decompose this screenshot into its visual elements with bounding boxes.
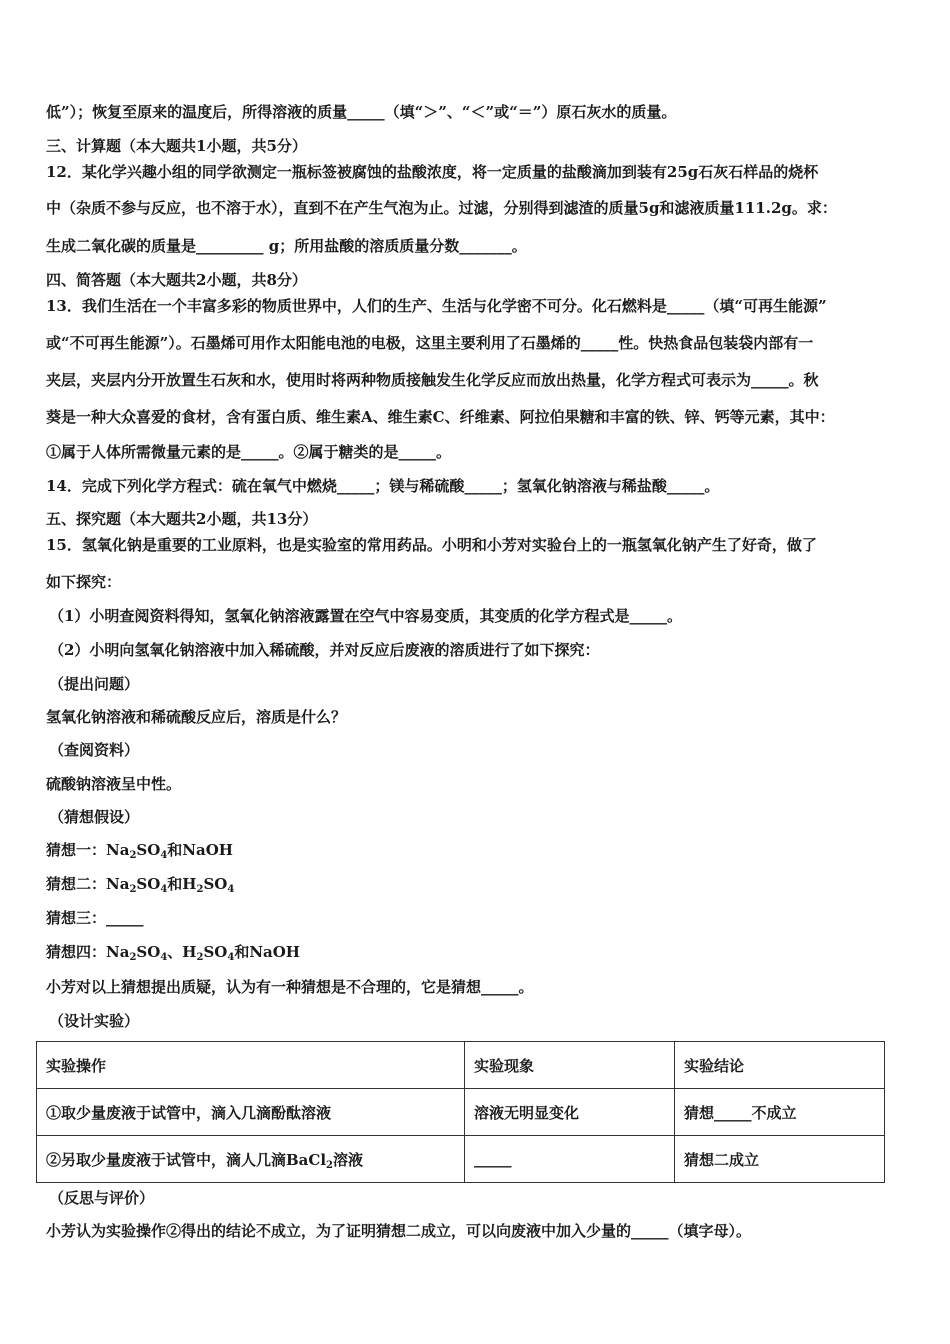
question-text: 氢氧化钠溶液和稀硫酸反应后，溶质是什么？ [46, 708, 347, 726]
row1-operation: ①取少量废液于试管中，滴入几滴酚酞溶液 [37, 1089, 465, 1136]
experiment-table [36, 1041, 885, 1183]
q15-line-1: 15．氢氧化钠是重要的工业原料，也是实验室的常用药品。小明和小芳对实验台上的一瓶氢氧化钠产生了好奇，做了 [46, 536, 817, 554]
reference-text: 硫酸钠溶液呈中性。 [46, 775, 182, 793]
q15-line-2: 如下探究： [46, 573, 122, 591]
header-operation: 实验操作 [37, 1042, 465, 1089]
q13-line-5: ①属于人体所需微量元素的是_____。②属于糖类的是_____。 [46, 443, 452, 461]
q12-line-2: 中（杂质不参与反应，也不溶于水），直到不在产生气泡为止。过滤，分别得到滤渣的质量5g和滤液质量111.2g。求： [46, 199, 837, 217]
row1-phenomenon: 溶液无明显变化 [465, 1089, 675, 1136]
section-5-heading: 五、探究题（本大题共2小题，共13分） [46, 510, 318, 528]
row2-conclusion: 猜想二成立 [675, 1136, 885, 1183]
q15-part-2: （2）小明向氢氧化钠溶液中加入稀硫酸，并对反应后废液的溶质进行了如下探究： [49, 641, 600, 659]
raise-question-heading: （提出问题） [49, 675, 140, 693]
table-row [37, 1089, 885, 1136]
section-3-heading: 三、计算题（本大题共1小题，共5分） [46, 137, 307, 155]
q12-line-1: 12．某化学兴趣小组的同学欲测定一瓶标签被腐蚀的盐酸浓度，将一定质量的盐酸滴加到装有25g石灰石样品的烧杯 [46, 163, 819, 181]
guess-4: 猜想四：$Na_2SO_4$、$H_2SO_4$和NaOH [46, 943, 300, 963]
q13-line-2: 或“不可再生能源”）。石墨烯可用作太阳能电池的电极，这里主要利用了石墨烯的_____性。快热食品包装袋内部有一 [46, 334, 814, 352]
q13-line-4: 葵是一种大众喜爱的食材，含有蛋白质、维生素A、维生素C、纤维素、阿拉伯果糖和丰富的铁、锌、钙等元素，其中： [46, 408, 835, 426]
hypothesis-heading: （猜想假设） [49, 808, 140, 826]
header-phenomenon: 实验现象 [465, 1042, 675, 1089]
q13-line-3: 夹层，夹层内分开放置生石灰和水，使用时将两种物质接触发生化学反应而放出热量，化学方程式可表示为_____。秋 [46, 371, 819, 389]
q11-tail-line: 低”）；恢复至原来的温度后，所得溶液的质量_____（填“＞”、“＜”或“＝”）原石灰水的质量。 [46, 103, 677, 121]
q13-line-1: 13．我们生活在一个丰富多彩的物质世界中，人们的生产、生活与化学密不可分。化石燃料是_____（填“可再生能源” [46, 297, 827, 315]
guess-1: 猜想一：$Na_2SO_4$和NaOH [46, 841, 233, 861]
guess-2: 猜想二：$Na_2SO_4$和$H_2SO_4$ [46, 875, 235, 895]
guess-3: 猜想三：_____ [46, 909, 144, 927]
row2-operation: ②另取少量废液于试管中，滴人几滴BaCl$_2$溶液 [37, 1136, 465, 1183]
doubt-line: 小芳对以上猜想提出质疑，认为有一种猜想是不合理的，它是猜想_____。 [46, 978, 534, 996]
header-conclusion: 实验结论 [675, 1042, 885, 1089]
table-header-row [37, 1042, 885, 1089]
q15-part-1: （1）小明查阅资料得知，氢氧化钠溶液露置在空气中容易变质，其变质的化学方程式是_____。 [49, 607, 682, 625]
reflection-line: 小芳认为实验操作②得出的结论不成立，为了证明猜想二成立，可以向废液中加入少量的_____（填字母）。 [46, 1222, 752, 1240]
design-heading: （设计实验） [49, 1012, 140, 1030]
reference-heading: （查阅资料） [49, 741, 140, 759]
reflection-heading: （反思与评价） [49, 1189, 155, 1207]
section-4-heading: 四、简答题（本大题共2小题，共8分） [46, 271, 307, 289]
table-row [37, 1136, 885, 1183]
row2-phenomenon: _____ [465, 1136, 675, 1183]
q12-line-3: 生成二氧化碳的质量是_________ g；所用盐酸的溶质质量分数_______。 [46, 237, 527, 255]
row1-conclusion: 猜想_____不成立 [675, 1089, 885, 1136]
q14-line: 14．完成下列化学方程式：硫在氧气中燃烧_____；镁与稀硫酸_____；氢氧化钠溶液与稀盐酸_____。 [46, 477, 720, 495]
